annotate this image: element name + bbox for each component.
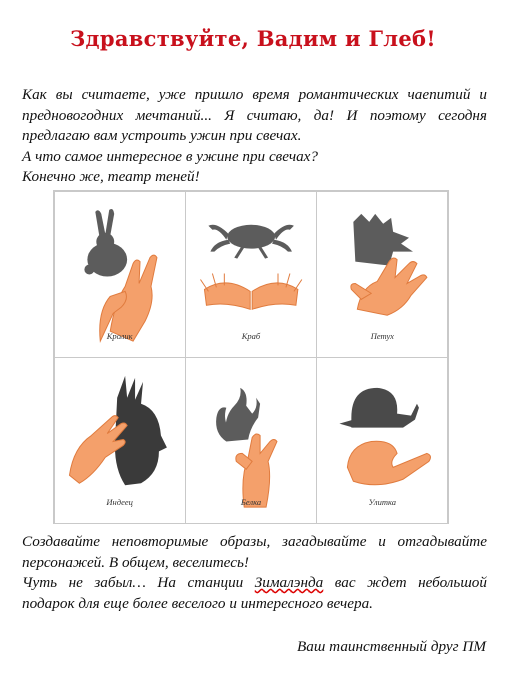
outro-line: подарок для еще более веселого и интересного вечера. bbox=[22, 594, 373, 612]
shadow-card-indian bbox=[54, 357, 186, 524]
intro-line: предновогодних мечтаний... Я считаю, да! И поэтому сегодня bbox=[22, 106, 487, 124]
shadow-caption: Белка bbox=[240, 496, 262, 507]
intro-line: предлагаю вам устроить ужин при свечах. bbox=[22, 127, 302, 144]
shadow-caption: Кролик bbox=[106, 330, 133, 341]
shadow-caption: Краб bbox=[241, 330, 261, 341]
signature: Ваш таинственный друг ПМ bbox=[297, 638, 486, 655]
intro-line: А что самое интересное в ужине при свечах? bbox=[22, 147, 318, 165]
shadow-card-squirrel bbox=[185, 357, 317, 524]
shadow-caption: Улитка bbox=[368, 496, 397, 507]
intro-line: Конечно же, театр теней! bbox=[22, 168, 200, 185]
outro-text: вас ждет небольшой bbox=[323, 574, 487, 591]
shadow-card-rabbit bbox=[54, 191, 186, 358]
outro-paragraph bbox=[22, 532, 487, 614]
outro-line: персонажей. В общем, веселитесь! bbox=[22, 553, 249, 571]
station-name: Зималэнда bbox=[254, 574, 324, 591]
shadow-caption: Петух bbox=[370, 330, 394, 341]
outro-text: Чуть не забыл… На станции bbox=[22, 574, 255, 591]
letter-title: Здравствуйте, Вадим и Глеб! bbox=[70, 26, 436, 51]
intro-paragraph bbox=[22, 85, 487, 188]
outro-line: Создавайте неповторимые образы, загадывайте и отгадывайте bbox=[22, 533, 487, 550]
shadow-puppets-grid bbox=[53, 190, 449, 524]
shadow-card-crab bbox=[185, 191, 317, 358]
intro-line: Как вы считаете, уже пришло время романтических чаепитий и bbox=[22, 86, 487, 103]
shadow-caption: Индеец bbox=[106, 496, 133, 507]
shadow-card-snail bbox=[316, 357, 448, 524]
outro-line bbox=[22, 573, 487, 594]
shadow-card-rooster bbox=[316, 191, 448, 358]
